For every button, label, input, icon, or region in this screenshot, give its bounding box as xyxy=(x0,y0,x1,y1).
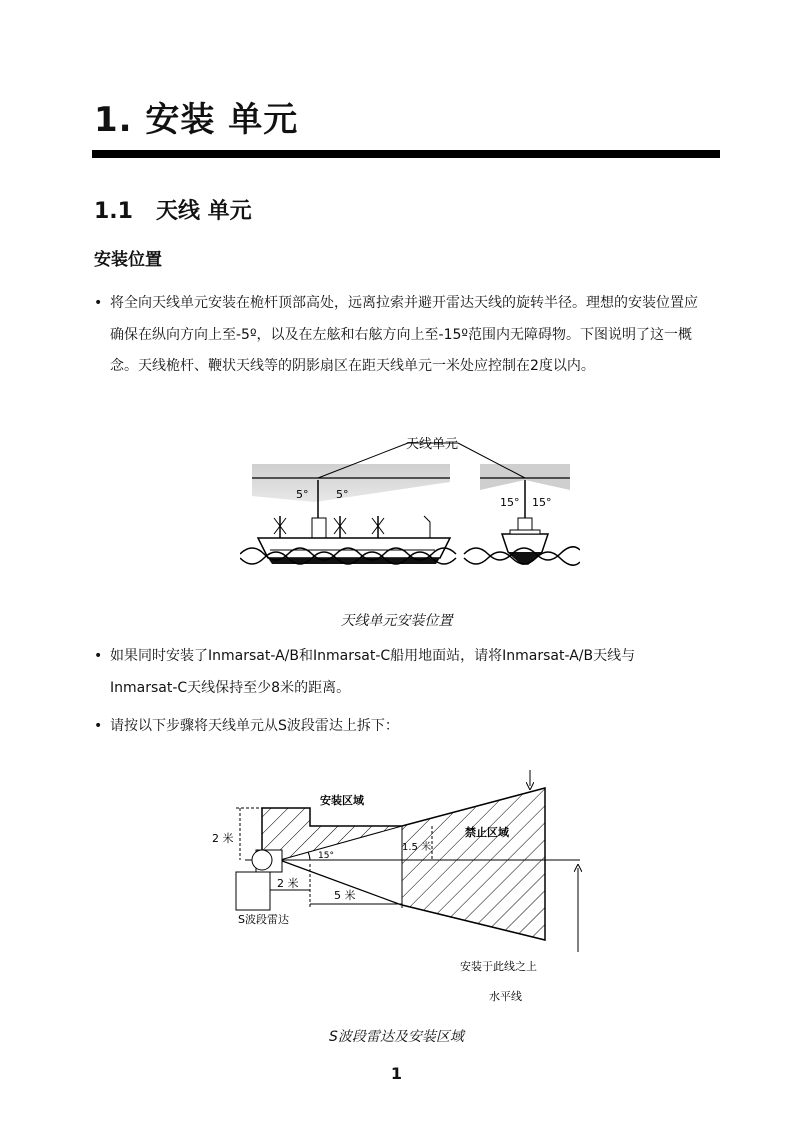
bullet-dot: • xyxy=(94,295,103,311)
bullet-item xyxy=(94,711,710,743)
angle-label: 15° xyxy=(500,496,520,509)
bullet-item xyxy=(94,288,710,383)
shadow-zone-left xyxy=(252,464,450,502)
bullet-text: 请按以下步骤将天线单元从S波段雷达上拆下： xyxy=(110,718,399,734)
section-number: 1.1 xyxy=(94,199,133,224)
angle-label: 5° xyxy=(336,488,349,501)
ship-bow-view xyxy=(464,480,580,565)
horizon-label: 水平线 xyxy=(489,990,522,1003)
figure-caption: S波段雷达及安装区域 xyxy=(329,1029,464,1045)
section-title: 天线 单元 xyxy=(156,199,252,224)
bullet-text: 如果同时安装了Inmarsat-A/B和Inmarsat-C船用地面站，请将Inmarsat-A/B天线与Inmarsat-C天线保持至少8米的距离。 xyxy=(110,648,636,696)
angle-15-label: 15° xyxy=(318,851,334,861)
antenna-unit-label: 天线单元 xyxy=(406,437,459,452)
title-rule xyxy=(92,150,720,158)
bullet-dot: • xyxy=(94,648,103,664)
radar-dome xyxy=(252,850,272,870)
install-above-label: 安装于此线之上 xyxy=(460,960,537,973)
bullet-text: 将全向天线单元安装在桅杆顶部高处，远离拉索并避开雷达天线的旋转半径。理想的安装位置应确保在纵向方向上至-5º，以及在左舷和右舷方向上至-15º范围内无障碍物。下图说明了这一概念。天线桅杆、鞭状天线等的阴影扇区在距天线单元一米处应控制在2度以内。 xyxy=(110,295,698,374)
angle-label: 15° xyxy=(532,496,552,509)
radar-label: S波段雷达 xyxy=(238,913,289,926)
dim-1-5m: 1.5 米 xyxy=(402,842,432,853)
angle-label: 5° xyxy=(296,488,309,501)
dim-2m-horizontal: 2 米 xyxy=(277,877,299,890)
subsection-heading: 安装位置 xyxy=(94,250,162,270)
section-heading xyxy=(94,194,252,225)
figure-caption: 天线单元安装位置 xyxy=(340,613,453,629)
bullet-item xyxy=(94,641,670,704)
forbidden-zone-label: 禁止区域 xyxy=(465,826,509,839)
page-number: 1 xyxy=(390,1064,403,1083)
page-title: 1. 安装 单元 xyxy=(94,100,299,140)
dim-5m: 5 米 xyxy=(334,889,356,902)
radar-base xyxy=(236,872,270,910)
dim-2m-vertical: 2 米 xyxy=(212,832,234,845)
antenna-installation-figure xyxy=(240,430,580,580)
bullet-dot: • xyxy=(94,718,103,734)
install-zone-label: 安装区域 xyxy=(320,794,364,807)
radar-installation-figure xyxy=(200,760,600,1010)
